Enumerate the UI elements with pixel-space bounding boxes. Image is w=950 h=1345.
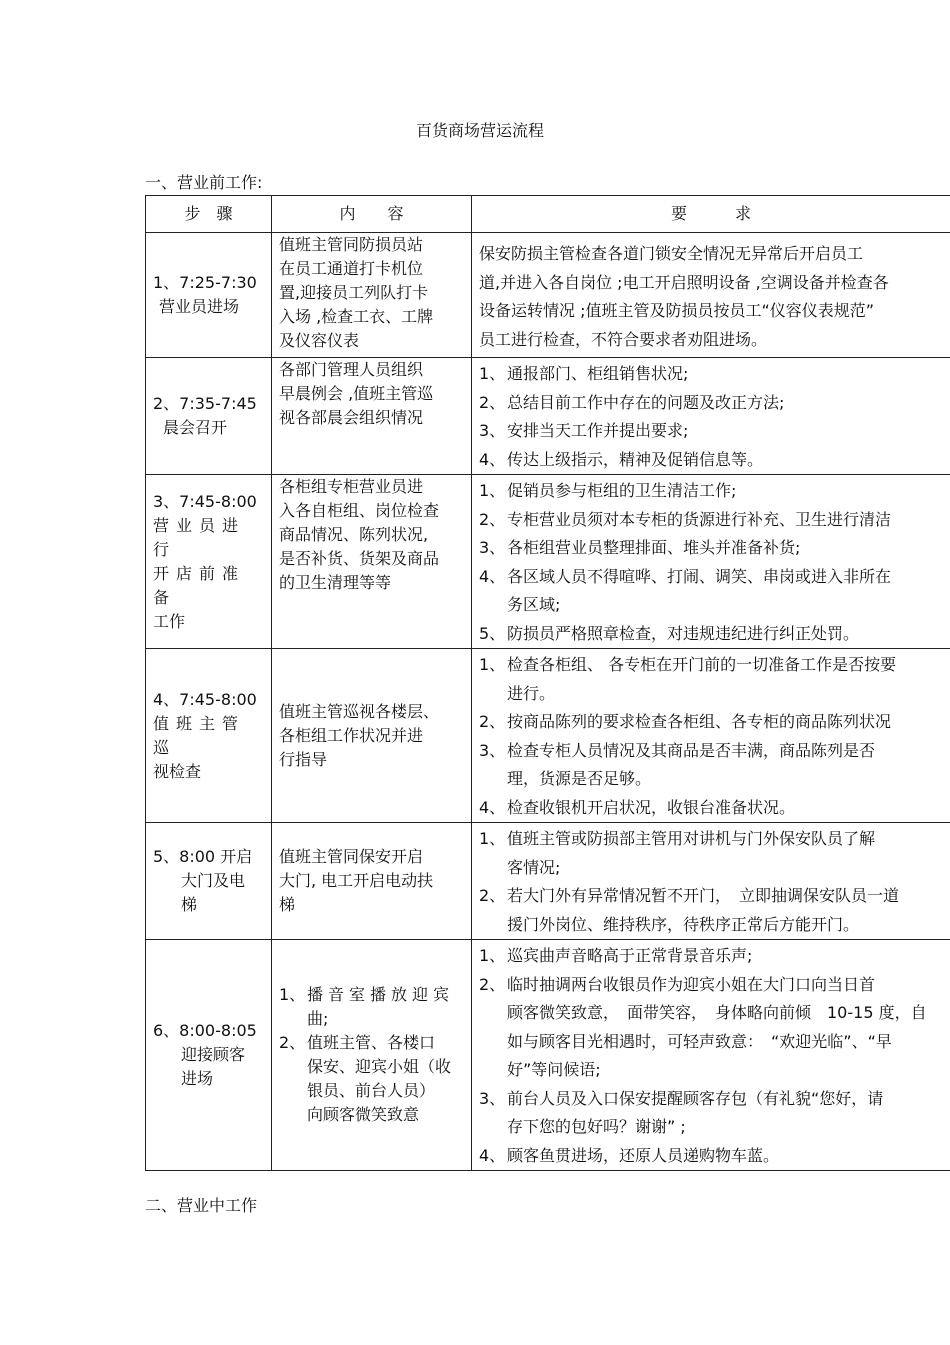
item-number: 2、 [479,509,506,529]
content-cell [272,233,472,358]
content-line: 视各部晨会组织情况 [279,408,424,427]
item-text: 检查各柜组、 各专柜在开门前的一切准备工作是否按要 [507,655,897,674]
item-text: 按商品陈列的要求检查各柜组、各专柜的商品陈列状况 [507,712,892,731]
requirement-cell [472,233,950,358]
step-time: 3、7:45-8:00 [153,491,257,511]
requirement-item [479,1142,950,1171]
content-line: 向顾客微笑致意 [307,1105,420,1124]
step-time: 2、7:35-7:45 [153,394,257,413]
item-text: 存下您的包好吗？谢谢” ; [507,1117,686,1136]
item-number: 2、 [479,712,506,731]
step-cell [146,475,272,649]
step-label: 晨会召开 [163,418,228,437]
item-text: 安排当天工作并提出要求; [507,421,689,440]
content-line: 大门, 电工开启电动扶 [279,871,434,890]
step-time: 4、7:45-8:00 [153,689,257,709]
item-text: 如与顾客目光相遇时，可轻声致意： “欢迎光临”、“早 [507,1031,892,1051]
requirement-cell [472,649,950,823]
item-text: 专柜营业员须对本专柜的货源进行补充、卫生进行清洁 [507,509,892,529]
item-text: 顾客鱼贯进场，还原人员递购物车蓝。 [507,1145,780,1165]
table-row [146,649,950,823]
content-line: 值班主管同防损员站 [279,235,424,254]
item-text: 巡宾曲声音略高于正常背景音乐声; [507,946,753,965]
section-heading-in-business: 二、营业中工作 [145,1196,258,1215]
item-text: 进行。 [507,683,556,703]
requirement-line: 保安防损主管检查各道门锁安全情况无异常后开启员工 [479,244,864,263]
requirement-item [479,708,950,737]
requirement-cell [472,358,950,475]
item-text: 通报部门、柜组销售状况; [507,364,689,383]
requirement-item [479,651,950,708]
item-number: 1、 [479,364,506,383]
step-label: 进场 [181,1069,214,1088]
item-text: 客情况; [507,857,561,877]
step-label: 视检查 [153,761,202,781]
content-line: 是否补货、货架及商品 [279,549,440,568]
item-number: 1、 [279,985,306,1004]
requirement-cell [472,475,950,649]
step-cell [146,358,272,475]
item-number: 3、 [479,1088,506,1108]
item-number: 1、 [479,946,506,965]
content-line: 值班主管、各楼口 [307,1033,436,1052]
table-header-row [146,196,950,233]
requirement-item [479,1085,950,1142]
item-text: 总结目前工作中存在的问题及改正方法; [507,392,785,412]
requirement-item [479,389,950,418]
item-text: 若大门外有异常情况暂不开门， 立即抽调保安队员一道 [507,886,900,905]
item-text: 促销员参与柜组的卫生清洁工作; [507,481,737,500]
content-line: 银员、前台人员） [307,1081,436,1100]
content-item [279,983,465,1031]
item-number: 2、 [279,1033,306,1052]
content-line: 入各自柜组、岗位检查 [279,501,440,520]
item-text: 务区域; [507,595,561,614]
requirement-line: 设备运转情况 ;值班主管及防损员按员工“仪容仪表规范” [479,301,875,320]
requirement-item [479,417,950,446]
content-line: 值班主管同保安开启 [279,847,424,866]
content-cell [272,823,472,940]
requirement-item [479,477,950,506]
content-line: 入场 ,检查工衣、工牌 [279,307,434,326]
content-line: 各柜组专柜营业员进 [279,477,424,496]
item-number: 4、 [479,449,506,469]
requirement-item [479,971,950,1085]
header-content: 内 容 [272,196,472,233]
header-step: 步 骤 [146,196,272,233]
item-text: 检查专柜人员情况及其商品是否丰满，商品陈列是否 [507,740,876,760]
item-text: 传达上级指示，精神及促销信息等。 [507,449,764,469]
content-line: 曲; [307,1009,329,1028]
item-number: 4、 [479,1145,506,1165]
step-label: 营业员进行 [153,515,246,559]
content-cell [272,649,472,823]
content-cell [272,940,472,1171]
item-number: 1、 [479,829,506,848]
requirement-item [479,882,950,939]
table-row [146,823,950,940]
item-number: 3、 [479,740,506,760]
content-item [279,1031,465,1127]
document-title: 百货商场营运流程 [415,121,544,140]
content-line: 在员工通道打卡机位 [279,259,424,278]
content-line: 值班主管巡视各楼层、 [279,701,440,721]
step-label: 营业员进场 [159,297,240,316]
item-number: 2、 [479,974,506,994]
step-label: 梯 [181,895,198,914]
table-row [146,358,950,475]
content-line: 早晨例会 ,值班主管巡 [279,384,434,403]
item-number: 5、 [479,623,506,643]
requirement-item [479,446,950,475]
item-text: 好”等问候语; [507,1060,601,1079]
item-text: 理，货源是否足够。 [507,769,652,788]
requirement-item [479,794,950,823]
content-line: 的卫生清理等等 [279,573,392,592]
content-line: 行指导 [279,749,328,769]
step-label: 工作 [153,611,186,631]
content-line: 梯 [279,895,296,914]
item-text: 检查收银机开启状况，收银台准备状况。 [507,797,796,817]
item-text: 各区域人员不得喧哗、打闹、调笑、串岗或进入非所在 [507,566,892,586]
content-cell [272,358,472,475]
requirement-cell [472,940,950,1171]
step-cell [146,233,272,358]
table-row [146,233,950,358]
step-cell [146,940,272,1171]
item-text: 各柜组营业员整理排面、堆头并准备补货; [507,538,801,557]
content-line: 保安、迎宾小姐（收 [307,1057,452,1076]
requirement-item [479,506,950,535]
item-text: 前台人员及入口保安提醒顾客存包（有礼貌“您好，请 [507,1088,884,1108]
content-cell [272,475,472,649]
content-line: 播音室播放迎宾 [307,985,455,1004]
requirement-item [479,942,950,971]
item-number: 4、 [479,566,506,586]
item-number: 4、 [479,797,506,817]
step-time: 1、7:25-7:30 [153,273,257,292]
section-heading-pre-business: 一、营业前工作: [145,173,263,192]
item-text: 临时抽调两台收银员作为迎宾小姐在大门口向当日首 [507,974,876,994]
step-label: 大门及电 [181,871,246,890]
requirement-item [479,737,950,794]
content-line: 商品情况、陈列状况, [279,525,429,544]
step-label: 值班主管巡 [153,713,246,757]
item-text: 援门外岗位、维持秩序，待秩序正常后方能开门。 [507,914,860,934]
requirement-item [479,620,950,649]
procedure-table [145,195,950,1171]
step-time: 6、8:00-8:05 [153,1021,257,1040]
content-line: 及仪容仪表 [279,331,360,350]
content-line: 各部门管理人员组织 [279,360,424,379]
step-time: 5、8:00 开启 [153,847,253,866]
item-number: 3、 [479,538,506,557]
table-row [146,475,950,649]
header-requirement: 要 求 [472,196,950,233]
item-text: 值班主管或防损部主管用对讲机与门外保安队员了解 [507,829,876,848]
step-label: 开店前准备 [153,563,246,607]
step-cell [146,649,272,823]
item-number: 3、 [479,421,506,440]
content-line: 置,迎接员工列队打卡 [279,283,429,302]
item-text: 防损员严格照章检查，对违规违纪进行纠正处罚。 [507,623,860,643]
requirement-item [479,563,950,620]
table-row [146,940,950,1171]
item-number: 1、 [479,481,506,500]
content-line: 各柜组工作状况并进 [279,725,424,745]
requirement-item [479,825,950,882]
step-cell [146,823,272,940]
requirement-line: 员工进行检查，不符合要求者劝阻进场。 [479,329,768,349]
item-number: 1、 [479,655,506,674]
requirement-item [479,360,950,389]
item-number: 2、 [479,886,506,905]
item-text: 顾客微笑致意， 面带笑容， 身体略向前倾 10-15 度，自 [507,1003,927,1022]
requirement-item [479,534,950,563]
requirement-line: 道,并进入各自岗位 ;电工开启照明设备 ,空调设备并检查各 [479,272,889,292]
item-number: 2、 [479,392,506,412]
step-label: 迎接顾客 [181,1045,246,1064]
requirement-cell [472,823,950,940]
